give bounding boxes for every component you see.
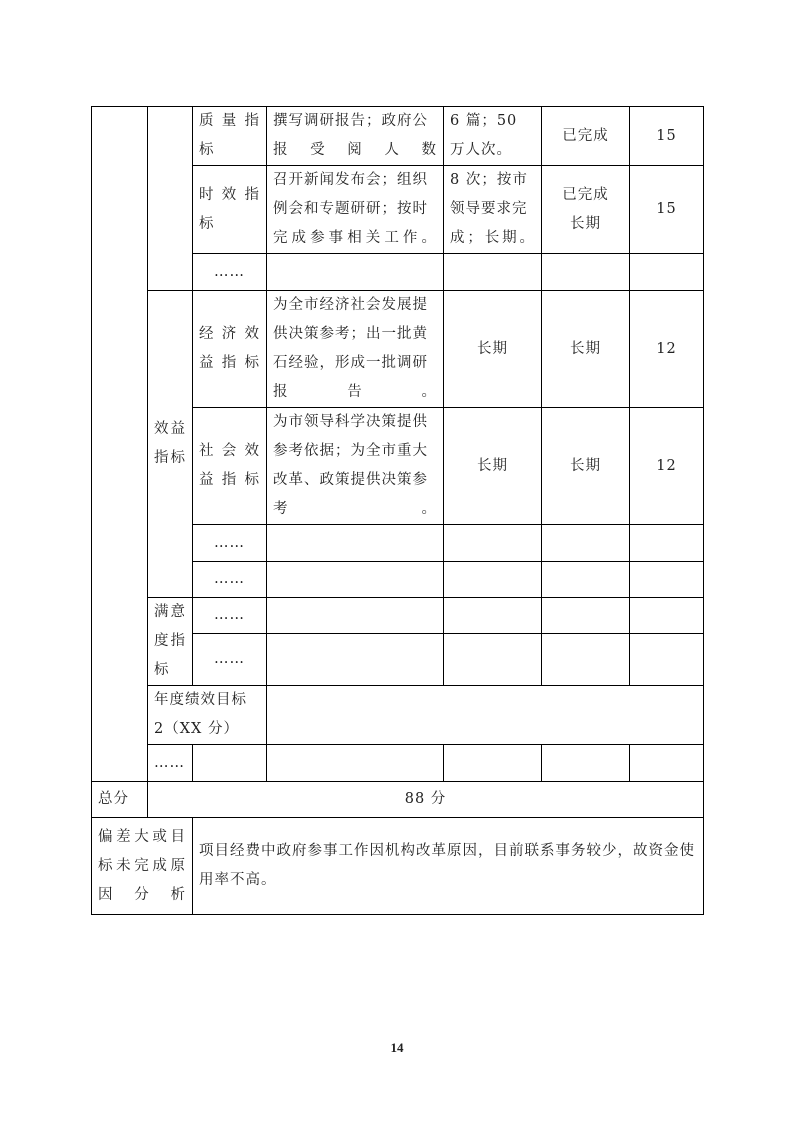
- empty-cell: [193, 745, 267, 782]
- content-cell: 为市领导科学决策提供参考依据；为全市重大改革、政策提供决策参考。: [267, 408, 444, 525]
- empty-cell: [267, 562, 444, 598]
- content-cell: 为全市经济社会发展提供决策参考；出一批黄石经验，形成一批调研报告。: [267, 291, 444, 408]
- ellipsis-cell: ……: [193, 525, 267, 562]
- actual-cell: 长期: [542, 408, 630, 525]
- empty-cell: [267, 254, 444, 291]
- ellipsis-cell: ……: [193, 254, 267, 291]
- indicator-cell: 质量指标: [193, 107, 267, 166]
- table-row: [92, 291, 704, 408]
- empty-cell: [542, 745, 630, 782]
- target-cell: 6 篇；50 万人次。: [444, 107, 542, 166]
- actual-cell: 已完成 长期: [542, 166, 630, 254]
- ellipsis-cell: ……: [193, 634, 267, 686]
- category-cell-blank: [92, 107, 148, 782]
- indicator-cell: 社会效益指标: [193, 408, 267, 525]
- content-cell: 召开新闻发布会；组织例会和专题研研；按时完成参事相关工作。: [267, 166, 444, 254]
- total-value: 88 分: [148, 782, 704, 818]
- empty-cell: [542, 598, 630, 634]
- empty-cell: [444, 562, 542, 598]
- ellipsis-cell: ……: [193, 598, 267, 634]
- subcategory-cell-blank: [148, 107, 193, 291]
- empty-cell: [267, 525, 444, 562]
- empty-cell: [630, 634, 704, 686]
- indicator-cell: 经济效益指标: [193, 291, 267, 408]
- empty-cell: [630, 254, 704, 291]
- empty-cell: [267, 634, 444, 686]
- target-cell: 长期: [444, 291, 542, 408]
- content-cell: 撰写调研报告；政府公报受阅人数: [267, 107, 444, 166]
- actual-cell: 已完成: [542, 107, 630, 166]
- empty-cell: [444, 634, 542, 686]
- table-row: [92, 745, 704, 782]
- table-row: [92, 598, 704, 634]
- score-cell: 12: [630, 291, 704, 408]
- total-label: 总分: [92, 782, 148, 818]
- analysis-text: 项目经费中政府参事工作因机构改革原因，目前联系事务较少，故资金使用率不高。: [193, 818, 704, 915]
- satisfaction-category-cell: 满意度指标: [148, 598, 193, 686]
- empty-cell: [444, 254, 542, 291]
- table-row: [92, 782, 704, 818]
- table-row: [92, 107, 704, 166]
- ellipsis-cell: ……: [148, 745, 193, 782]
- indicator-cell: 时效指标: [193, 166, 267, 254]
- empty-cell: [444, 598, 542, 634]
- page-number: 14: [390, 1040, 404, 1055]
- analysis-label: 偏差大或目标未完成原因分析: [92, 818, 193, 915]
- benefit-category-cell: 效益指标: [148, 291, 193, 598]
- actual-cell: 长期: [542, 291, 630, 408]
- target-cell: 8 次；按市领导要求完成；长期。: [444, 166, 542, 254]
- empty-cell: [542, 254, 630, 291]
- ellipsis-cell: ……: [193, 562, 267, 598]
- score-cell: 12: [630, 408, 704, 525]
- empty-cell: [267, 745, 444, 782]
- empty-cell: [267, 598, 444, 634]
- empty-cell: [444, 525, 542, 562]
- empty-cell: [542, 562, 630, 598]
- target-cell: 长期: [444, 408, 542, 525]
- empty-cell: [542, 525, 630, 562]
- annual-goal2-label: 年度绩效目标 2（XX 分）: [148, 686, 267, 745]
- table-row: [92, 818, 704, 915]
- empty-cell: [630, 562, 704, 598]
- score-cell: 15: [630, 166, 704, 254]
- empty-cell: [542, 634, 630, 686]
- performance-table: [91, 106, 704, 915]
- empty-cell: [630, 598, 704, 634]
- empty-cell: [444, 745, 542, 782]
- empty-cell: [630, 745, 704, 782]
- table-row: [92, 686, 704, 745]
- empty-cell: [630, 525, 704, 562]
- empty-cell: [267, 686, 704, 745]
- score-cell: 15: [630, 107, 704, 166]
